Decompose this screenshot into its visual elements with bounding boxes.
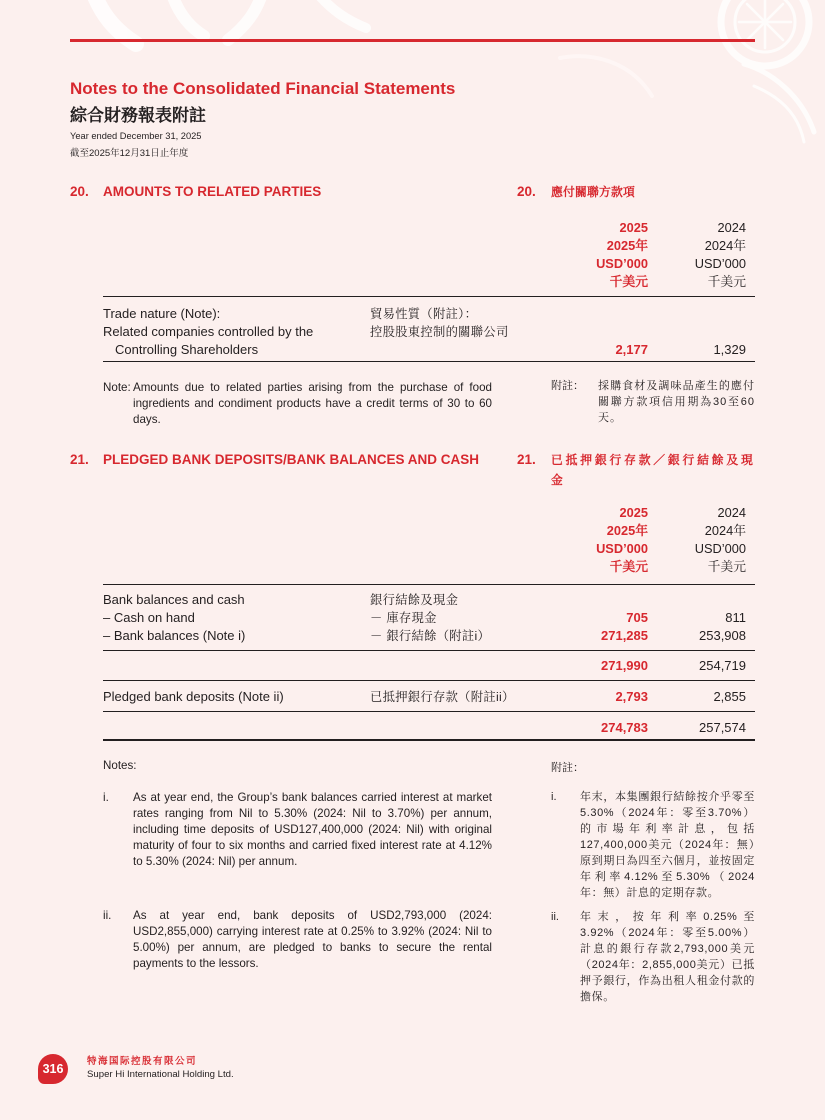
row-label-zh: 貿易性質（附註）： bbox=[370, 307, 478, 321]
row-label-zh: － 銀行結餘（附註i） bbox=[370, 629, 491, 643]
column-year-zh: 2024年 bbox=[704, 238, 746, 253]
row-label-en: Controlling Shareholders bbox=[115, 342, 259, 357]
total-current: 274,783 bbox=[601, 720, 648, 735]
note-20-number-zh: 20. bbox=[517, 184, 536, 199]
row-label-en: Related companies controlled by the bbox=[103, 324, 314, 339]
row-label-en: Trade nature (Note): bbox=[103, 306, 221, 321]
column-year: 2024 bbox=[717, 220, 746, 235]
row-label-zh: 銀行結餘及現金 bbox=[370, 593, 459, 607]
column-unit: USD’000 bbox=[694, 256, 746, 271]
note-21-number-en: 21. bbox=[70, 452, 89, 467]
value-current: 2,793 bbox=[615, 689, 648, 704]
decorative-brush-stroke bbox=[94, 0, 136, 44]
column-unit: USD’000 bbox=[596, 541, 648, 556]
total-prior: 257,574 bbox=[699, 720, 746, 735]
page-number: 316 bbox=[42, 1062, 64, 1076]
table-rule bbox=[103, 650, 755, 651]
subtotal-current: 271,990 bbox=[601, 658, 648, 673]
notes-heading-zh: 附註： bbox=[551, 762, 584, 774]
value-prior: 253,908 bbox=[699, 628, 746, 643]
company-name-en: Super Hi International Holding Ltd. bbox=[87, 1069, 234, 1080]
column-year-zh: 2025年 bbox=[606, 523, 648, 538]
note-text-en: As at year end, bank deposits of USD2,793,000 (2024: USD2,855,000) carrying interest rate at 0.25% to 3.92% (2024: Nil to 5.00%) per annum, are pledged to banks to secure the rental payments to the lessors. bbox=[133, 909, 492, 970]
value-current: 705 bbox=[626, 610, 648, 625]
note-marker-zh: ii. bbox=[551, 911, 559, 923]
column-year: 2025 bbox=[619, 220, 648, 235]
notes-heading-en: Notes: bbox=[103, 759, 137, 772]
decorative-brush-stroke bbox=[318, 0, 366, 28]
column-year-zh: 2025年 bbox=[606, 238, 648, 253]
note-21-column-current bbox=[596, 504, 648, 576]
period-en: Year ended December 31, 2025 bbox=[70, 131, 202, 141]
row-label-zh: 控股股東控制的關聯公司 bbox=[370, 325, 509, 339]
column-year-zh: 2024年 bbox=[704, 523, 746, 538]
company-name-zh: 特海国际控股有限公司 bbox=[87, 1056, 198, 1067]
column-unit-zh: 千美元 bbox=[609, 559, 648, 574]
column-year: 2024 bbox=[717, 505, 746, 520]
table-rule bbox=[103, 584, 755, 585]
decorative-brush-stroke bbox=[172, 0, 204, 36]
note-20-title-en: AMOUNTS TO RELATED PARTIES bbox=[103, 184, 322, 199]
table-rule bbox=[103, 361, 755, 362]
decorative-shrimp-curve bbox=[744, 64, 814, 132]
row-label-en: – Bank balances (Note i) bbox=[103, 628, 246, 643]
page-number-badge bbox=[38, 1054, 68, 1084]
column-unit-zh: 千美元 bbox=[609, 274, 648, 289]
value-current: 2,177 bbox=[615, 342, 648, 357]
page-title-zh: 綜合財務報表附註 bbox=[70, 106, 206, 125]
note-21-column-prior bbox=[695, 504, 746, 576]
note-20-column-prior bbox=[695, 219, 746, 291]
note-marker-zh: i. bbox=[551, 791, 557, 803]
subtotal-prior: 254,719 bbox=[699, 658, 746, 673]
note-text-zh: 年末，本集團銀行結餘按介乎零至5.30%（2024年：零至3.70%）的市場年利率計息，包括127,400,000美元（2024年：無）原到期日為四至六個月，並按固定年利率4.12%至5.30%（2024年：無）計息的定期存款。 bbox=[580, 791, 755, 899]
note-marker-en: ii. bbox=[103, 909, 112, 922]
note-21-title-zh: 已抵押銀行存款／銀行結餘及現金 bbox=[551, 453, 755, 487]
column-unit: USD’000 bbox=[596, 256, 648, 271]
note-marker-en: i. bbox=[103, 791, 109, 804]
value-current: 271,285 bbox=[601, 628, 648, 643]
column-unit-zh: 千美元 bbox=[707, 559, 746, 574]
note-21-number-zh: 21. bbox=[517, 452, 536, 467]
value-prior: 811 bbox=[725, 610, 746, 625]
note-21-title-en: PLEDGED BANK DEPOSITS/BANK BALANCES AND CASH bbox=[103, 452, 480, 467]
row-label-en: – Cash on hand bbox=[103, 610, 195, 625]
footnote-text-zh: 採購食材及調味品產生的應付關聯方款項信用期為30至60天。 bbox=[598, 380, 755, 424]
row-label-zh: 已抵押銀行存款（附註ii） bbox=[370, 690, 515, 704]
value-prior: 2,855 bbox=[713, 689, 746, 704]
note-text-zh: 年末，按年利率0.25%至3.92%（2024年：零至5.00%）計息的銀行存款2,793,000美元（2024年：2,855,000美元）已抵押予銀行，作為出租人租金付款的擔保。 bbox=[580, 911, 755, 1003]
column-unit-zh: 千美元 bbox=[707, 274, 746, 289]
table-rule-total bbox=[103, 739, 755, 741]
note-text-en: As at year end, the Group’s bank balances carried interest at market rates ranging from Nil to 5.30% (2024: Nil to 3.70%) per annum, including time deposits of USD127,400,000 (2024: Nil) with original maturity of four to six months and carried fixed interest rate at 4.12% to 5.30% (2024: Nil) per annum. bbox=[133, 791, 492, 868]
row-label-zh: － 庫存現金 bbox=[370, 611, 437, 625]
footnote-text-en: Amounts due to related parties arising from the purchase of food ingredients and condiment products have a credit terms of 30 to 60 days. bbox=[133, 381, 492, 426]
table-rule bbox=[103, 680, 755, 681]
decorative-shrimp-curve bbox=[754, 86, 804, 142]
column-year: 2025 bbox=[619, 505, 648, 520]
footnote-label-zh: 附註： bbox=[551, 380, 584, 392]
note-20-number-en: 20. bbox=[70, 184, 89, 199]
column-unit: USD’000 bbox=[694, 541, 746, 556]
footnote-label-en: Note: bbox=[103, 381, 131, 394]
table-rule bbox=[103, 711, 755, 712]
note-20-column-current bbox=[596, 219, 648, 291]
header-rule bbox=[70, 39, 755, 42]
period-zh: 截至2025年12月31日止年度 bbox=[70, 148, 189, 159]
decorative-shrimp-curve bbox=[560, 56, 652, 96]
table-rule bbox=[103, 296, 755, 297]
decorative-brush-stroke bbox=[228, 0, 262, 40]
value-prior: 1,329 bbox=[713, 342, 746, 357]
page-title-en: Notes to the Consolidated Financial Statements bbox=[70, 79, 456, 98]
row-label-en: Pledged bank deposits (Note ii) bbox=[103, 689, 284, 704]
row-label-en: Bank balances and cash bbox=[103, 592, 245, 607]
note-20-title-zh: 應付關聯方款項 bbox=[551, 185, 635, 199]
